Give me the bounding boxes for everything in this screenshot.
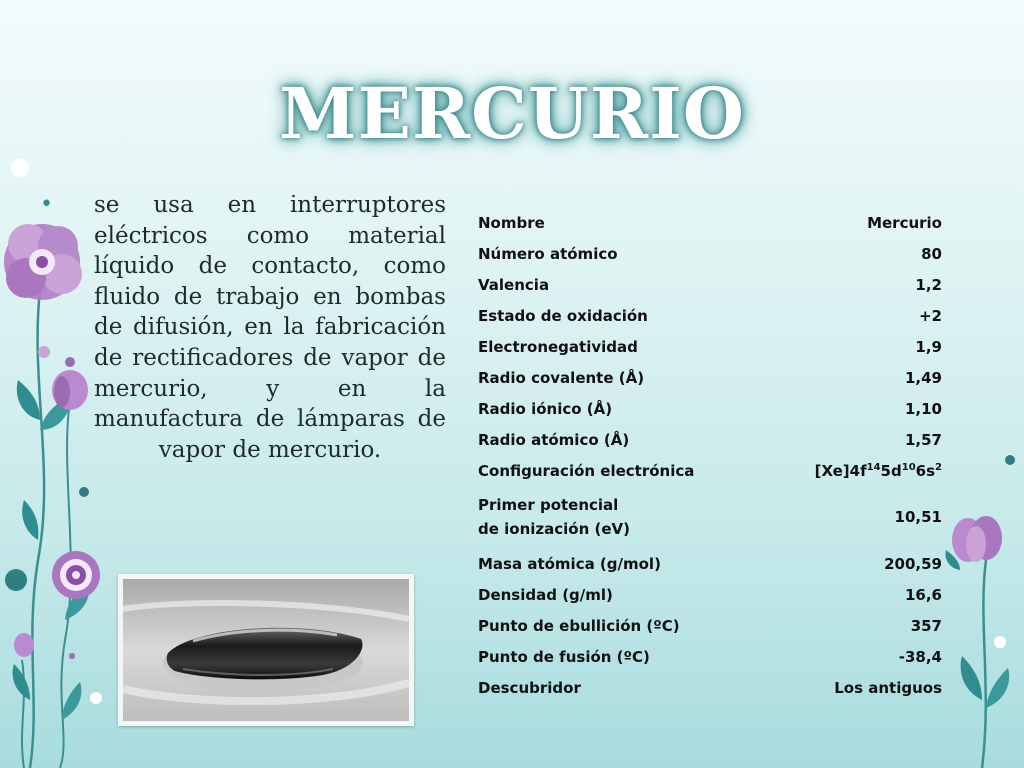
property-label: Nombre bbox=[478, 213, 545, 232]
flower-icon bbox=[52, 551, 100, 599]
property-label: Valencia bbox=[478, 275, 550, 294]
property-row bbox=[468, 579, 950, 610]
property-value: 80 bbox=[921, 244, 942, 263]
property-row bbox=[468, 300, 950, 331]
property-label: Radio covalente (Å) bbox=[478, 368, 645, 387]
property-row bbox=[468, 548, 950, 579]
property-row bbox=[468, 424, 950, 455]
property-row bbox=[468, 238, 950, 269]
property-label: Configuración electrónica bbox=[478, 461, 695, 480]
property-label: Punto de fusión (ºC) bbox=[478, 647, 650, 666]
property-row bbox=[468, 641, 950, 672]
property-row bbox=[468, 455, 950, 486]
property-row bbox=[468, 207, 950, 238]
property-label: Descubridor bbox=[478, 678, 581, 697]
property-label: Radio iónico (Å) bbox=[478, 399, 613, 418]
property-label: Punto de ebullición (ºC) bbox=[478, 616, 680, 635]
property-row bbox=[468, 269, 950, 300]
property-label: Masa atómica (g/mol) bbox=[478, 554, 661, 573]
property-value: Mercurio bbox=[867, 213, 942, 232]
property-label: Densidad (g/ml) bbox=[478, 585, 613, 604]
property-label: Número atómico bbox=[478, 244, 618, 263]
property-label: Estado de oxidación bbox=[478, 306, 648, 325]
property-value: 10,51 bbox=[894, 508, 942, 526]
property-row bbox=[468, 393, 950, 424]
property-value: +2 bbox=[918, 306, 942, 325]
property-row bbox=[468, 486, 950, 548]
property-label: Electronegatividad bbox=[478, 337, 638, 356]
property-value: -38,4 bbox=[898, 647, 942, 666]
property-value: 1,49 bbox=[904, 368, 942, 387]
property-value: 357 bbox=[910, 616, 942, 635]
property-value: 1,2 bbox=[915, 275, 942, 294]
property-value: 200,59 bbox=[884, 554, 942, 573]
property-value: Los antiguos bbox=[834, 678, 942, 697]
property-row bbox=[468, 672, 950, 703]
property-value: 1,57 bbox=[904, 430, 942, 449]
property-label: Radio atómico (Å) bbox=[478, 430, 630, 449]
property-value: 1,10 bbox=[904, 399, 942, 418]
bullet-marker: • bbox=[40, 192, 53, 217]
property-row bbox=[468, 610, 950, 641]
properties-table bbox=[468, 207, 950, 703]
property-row bbox=[468, 331, 950, 362]
property-value: 16,6 bbox=[904, 585, 942, 604]
flower-icon bbox=[952, 516, 1002, 562]
flower-icon bbox=[4, 224, 82, 300]
page-title: MERCURIO bbox=[279, 72, 745, 155]
property-value: 1,9 bbox=[915, 337, 942, 356]
property-value: $[Xe]4f^{14}5d^{10}6s^2$ bbox=[814, 461, 942, 480]
property-row bbox=[468, 362, 950, 393]
mercury-droplet-photo bbox=[118, 574, 414, 726]
property-label: Primer potencial de ionización (eV) bbox=[478, 496, 630, 538]
bullet-text: se usa en interruptores eléctricos como material líquido de contacto, como fluido de trabajo en bombas de difusión, en la fabricación de rectificadores de vapor de mercurio, y en la manufactura de lámparas de vapor de mercurio. bbox=[94, 192, 446, 463]
